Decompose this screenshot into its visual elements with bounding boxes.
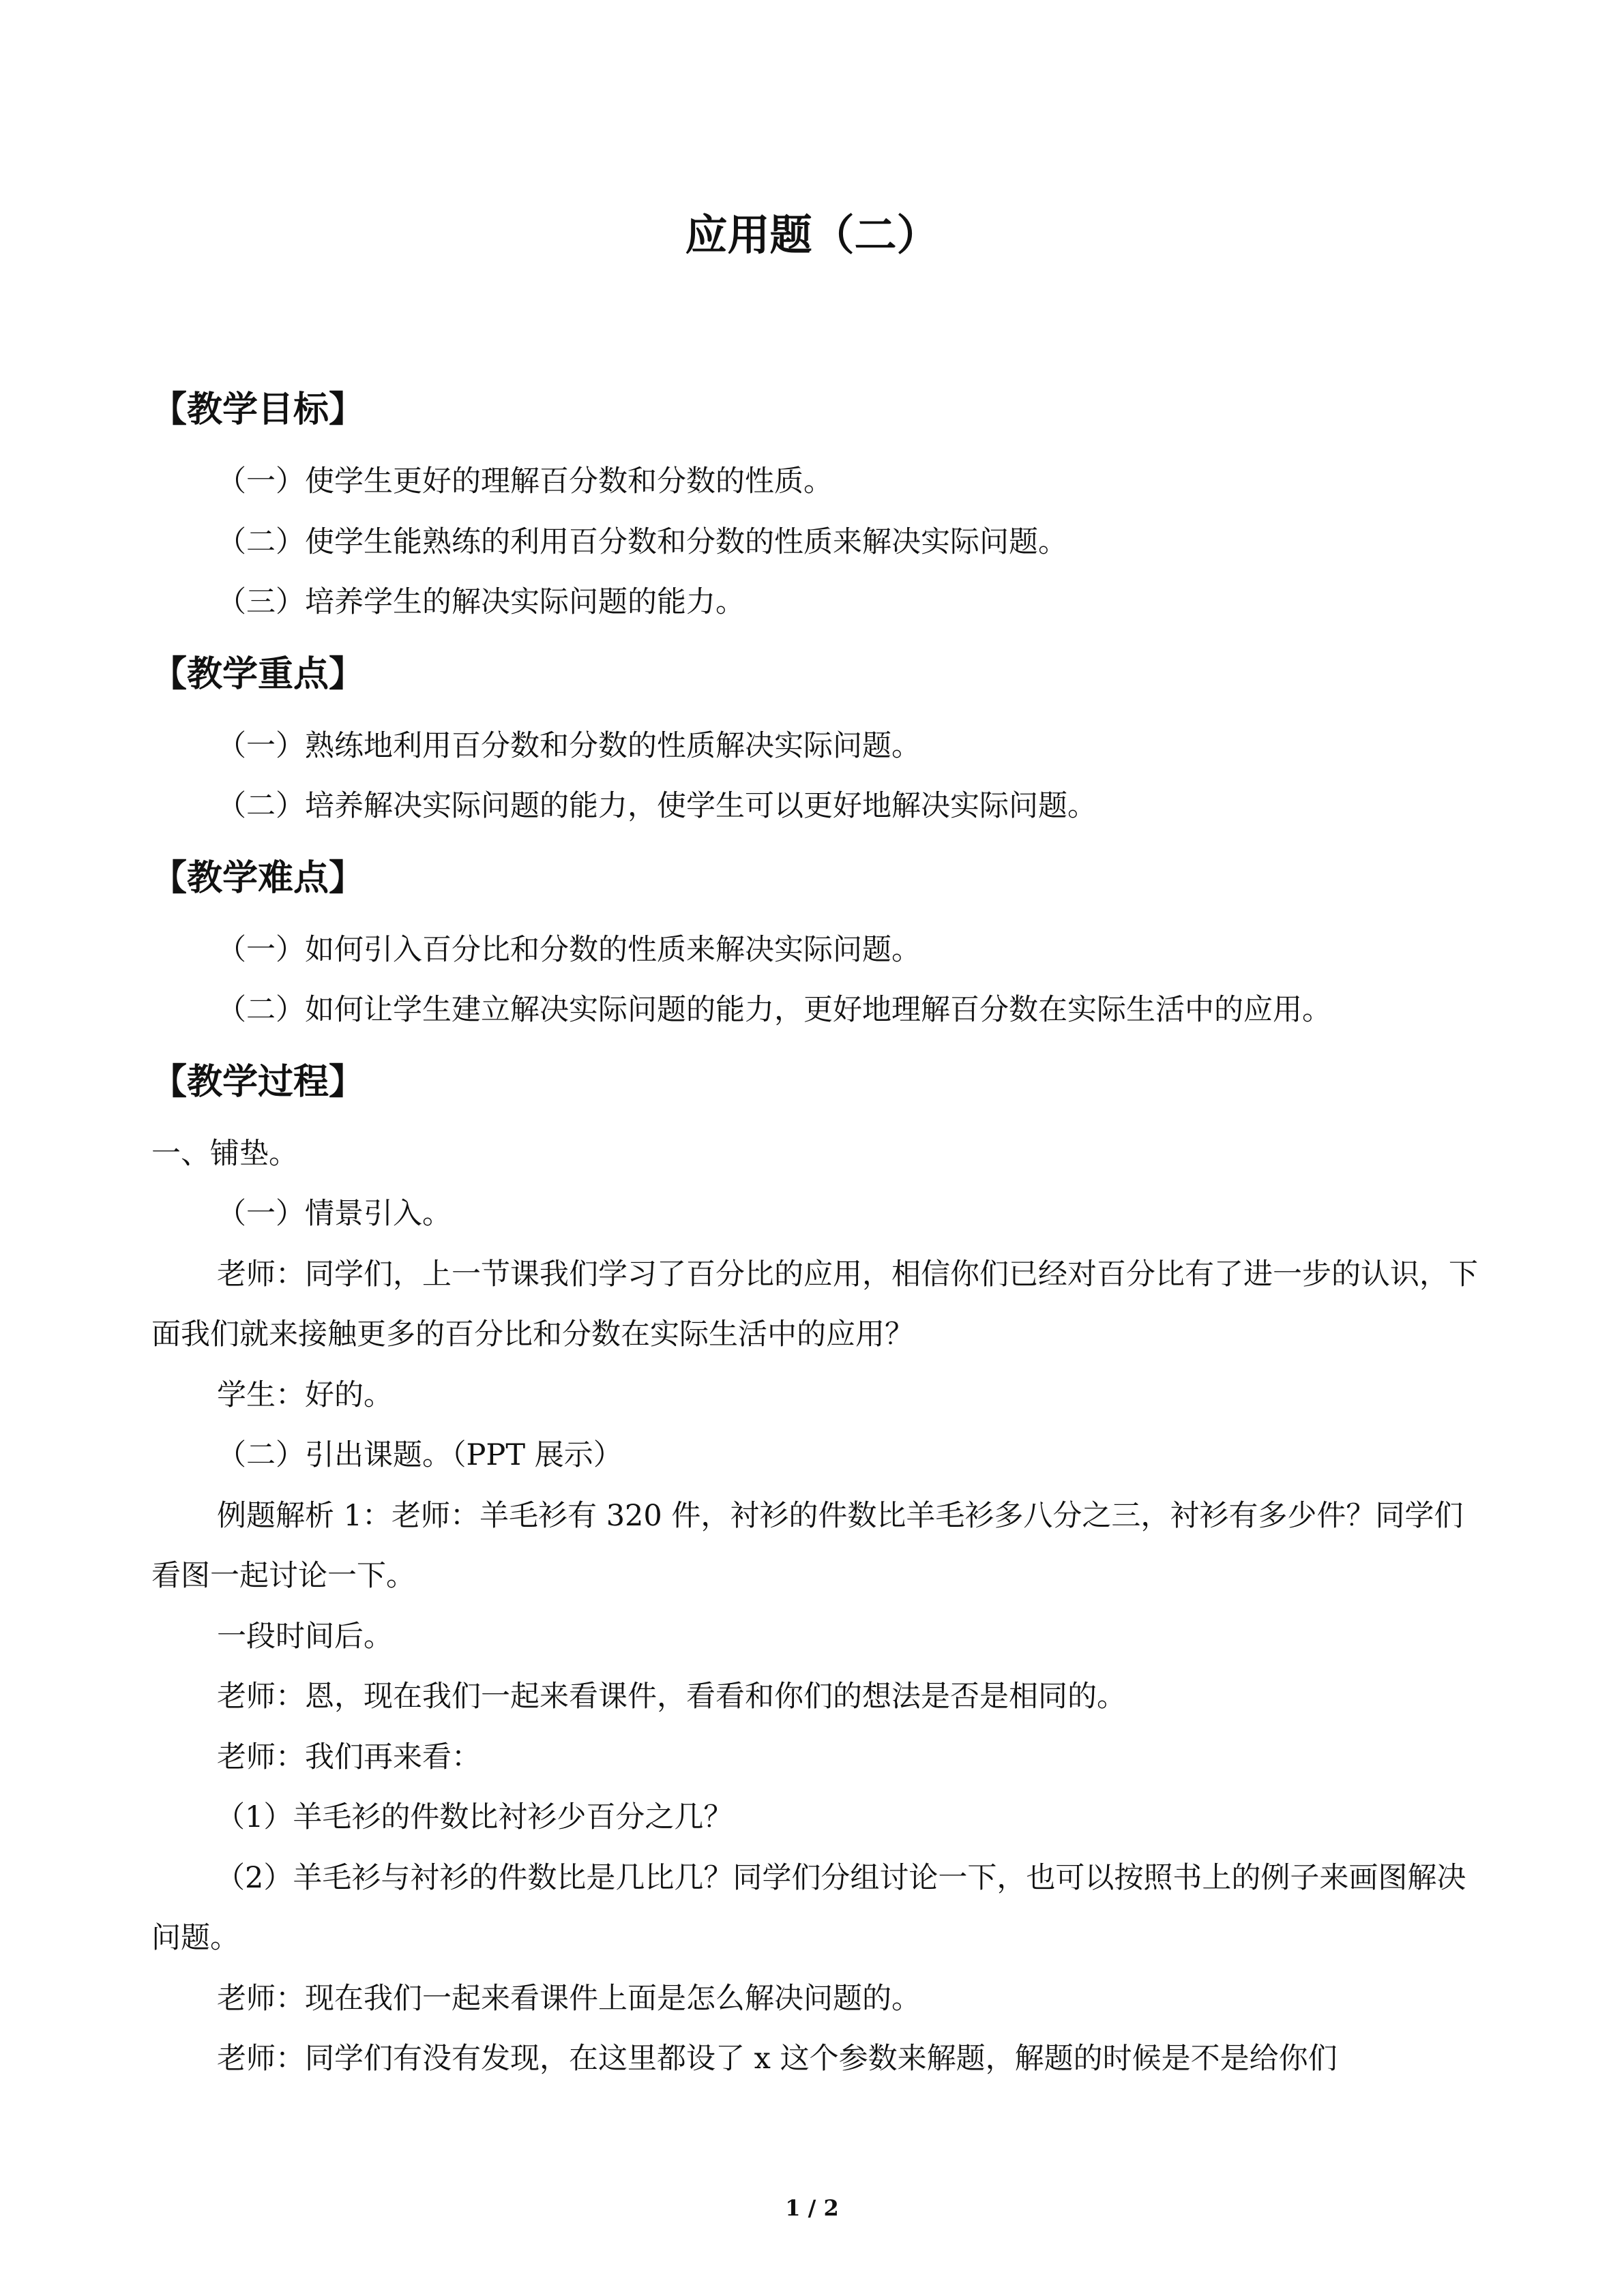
objective-item: （三）培养学生的解决实际问题的能力。 [217, 585, 745, 619]
key-point-item: （二）培养解决实际问题的能力，使学生可以更好地解决实际问题。 [217, 789, 1097, 823]
process-paragraph: （1）羊毛衫的件数比衬衫少百分之几？ [216, 1800, 733, 1834]
objective-item: （二）使学生能熟练的利用百分数和分数的性质来解决实际问题。 [217, 524, 1067, 559]
objective-item: （一）使学生更好的理解百分数和分数的性质。 [217, 464, 833, 498]
process-paragraph: 老师：我们再来看： [217, 1740, 481, 1774]
process-paragraph: 老师：现在我们一起来看课件上面是怎么解决问题的。 [217, 1981, 921, 2016]
process-paragraph: （2）羊毛衫与衬衫的件数比是几比几？同学们分组讨论一下，也可以按照书上的例子来画图解决问题。 [151, 1860, 1466, 1955]
process-paragraph: （二）引出课题。（PPT 展示） [217, 1438, 623, 1472]
difficulty-item: （一）如何引入百分比和分数的性质来解决实际问题。 [217, 932, 921, 967]
process-paragraph: 例题解析 1：老师：羊毛衫有 320 件，衬衫的件数比羊毛衫多八分之三，衬衫有多少件？同学们看图一起讨论一下。 [151, 1498, 1464, 1593]
process-paragraph: 学生：好的。 [217, 1377, 393, 1412]
difficulty-item: （二）如何让学生建立解决实际问题的能力，更好地理解百分数在实际生活中的应用。 [217, 993, 1331, 1027]
document-body [151, 368, 1488, 2089]
process-paragraph: 一、铺垫。 [151, 1136, 298, 1171]
page-number: 1 / 2 [785, 2195, 839, 2221]
section-heading-process: 【教学过程】 [151, 1061, 365, 1103]
section-heading-key-points: 【教学重点】 [151, 653, 365, 695]
document-title: 应用题（二） [685, 210, 939, 260]
section-heading-difficulties: 【教学难点】 [151, 857, 365, 899]
process-paragraph: 老师：恩，现在我们一起来看课件，看看和你们的想法是否是相同的。 [217, 1680, 1126, 1714]
section-heading-objectives: 【教学目标】 [151, 389, 365, 430]
process-paragraph: 老师：同学们，上一节课我们学习了百分比的应用，相信你们已经对百分比有了进一步的认识，下面我们就来接触更多的百分比和分数在实际生活中的应用？ [151, 1257, 1478, 1352]
process-paragraph: 老师：同学们有没有发现，在这里都设了 x 这个参数来解题，解题的时候是不是给你们 [217, 2042, 1338, 2076]
process-paragraph: 一段时间后。 [217, 1619, 393, 1654]
process-paragraph: （一）情景引入。 [217, 1197, 452, 1231]
key-point-item: （一）熟练地利用百分数和分数的性质解决实际问题。 [217, 728, 921, 763]
